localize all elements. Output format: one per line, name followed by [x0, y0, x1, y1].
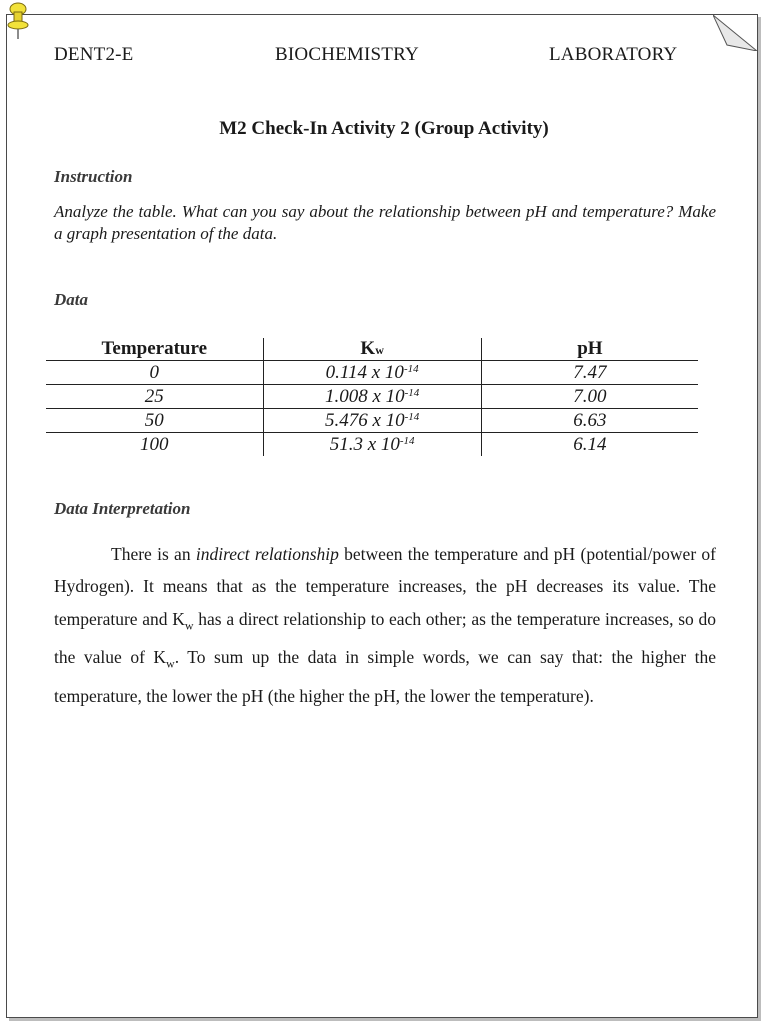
temperature-cell: 25	[46, 385, 263, 409]
ph-cell: 6.14	[481, 433, 698, 457]
page-fold-corner	[713, 15, 757, 51]
kw-cell: 5.476 x $10^{-14}$	[263, 409, 481, 433]
temperature-cell: 0	[46, 361, 263, 385]
ph-cell: 7.47	[481, 361, 698, 385]
pushpin-icon	[3, 0, 33, 40]
interpretation-heading: Data Interpretation	[54, 499, 191, 518]
course-code: DENT2-E	[54, 44, 134, 65]
interpretation-paragraph: There is an indirect relationship between the temperature and pH (potential/power of Hydrogen). It means that as the temperature increases, the pH decreases its value. The temperature and $K_w$ has a direct relationship to each other; as the temperature increases, so do the value of $K_w$. To sum up the data in simple words, we can say that: the higher the temperature, the lower the pH (the higher the pH, the lower the temperature).	[54, 544, 717, 707]
col-header-kw: Kw	[263, 338, 481, 361]
kw-cell: 1.008 x $10^{-14}$	[263, 385, 481, 409]
page-title: M2 Check-In Activity 2 (Group Activity)	[219, 118, 549, 139]
course-type: LABORATORY	[549, 44, 678, 65]
ph-cell: 7.00	[481, 385, 698, 409]
kw-cell: 0.114 x $10^{-14}$	[263, 361, 481, 385]
course-name: BIOCHEMISTRY	[275, 44, 419, 65]
instruction-text: Analyze the table. What can you say about the relationship between pH and temperature? Make a graph presentation of the data.	[54, 202, 716, 243]
temperature-cell: 100	[140, 434, 169, 455]
ph-cell: 6.63	[481, 409, 698, 433]
table-row	[46, 385, 698, 409]
table-header-row	[46, 338, 698, 361]
data-table	[46, 338, 698, 456]
col-header-temperature: Temperature	[46, 338, 263, 361]
table-row	[46, 361, 698, 385]
temperature-cell: 50	[46, 409, 263, 433]
kw-cell: 51.3 x $10^{-14}$	[263, 433, 481, 457]
col-header-ph: pH	[481, 338, 698, 361]
data-heading: Data	[54, 290, 88, 309]
instruction-heading: Instruction	[54, 167, 133, 186]
table-row	[46, 409, 698, 433]
table-row	[46, 433, 698, 457]
